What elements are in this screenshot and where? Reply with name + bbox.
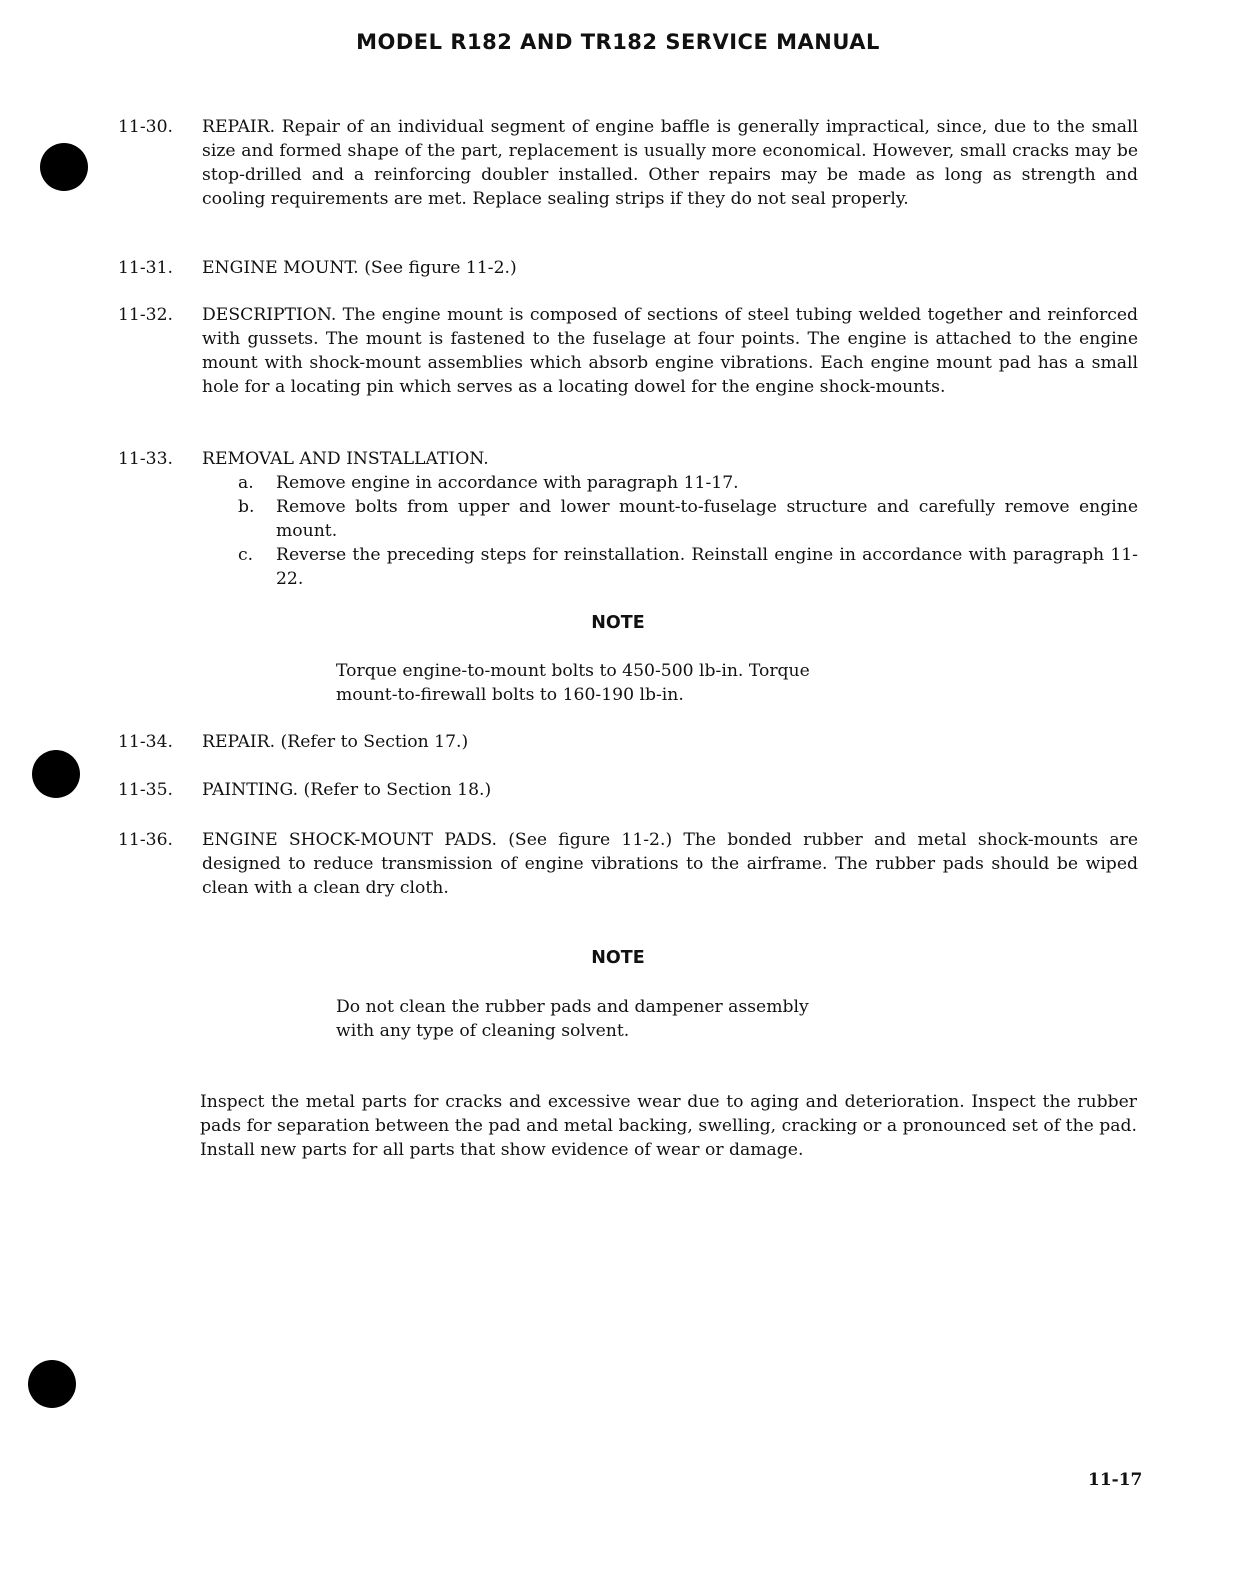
paragraph-text: REPAIR. (Refer to Section 17.): [202, 732, 469, 752]
paragraph-text: DESCRIPTION. The engine mount is composed of sections of steel tubing welded together and reinforced with gussets. The mount is fastened to the fuselage at four points. The engine is attached to the engine mount with shock-mount assemblies which absorb engine vibrations. Each engine mount pad has a small hole for a locating pin which serves as a locating dowel for the engine shock-mounts.: [202, 305, 1138, 397]
step-marker: b.: [238, 497, 255, 517]
note-line: Do not clean the rubber pads and dampener assembly: [336, 997, 809, 1017]
note-body: [336, 659, 976, 707]
note-line: with any type of cleaning solvent.: [336, 1021, 630, 1041]
binder-hole-middle: [32, 750, 80, 798]
paragraph-text: REMOVAL AND INSTALLATION.: [202, 449, 489, 469]
paragraph-number: 11-36.: [118, 830, 174, 850]
inspection-paragraph: Inspect the metal parts for cracks and excessive wear due to aging and deterioration. Inspect the rubber pads for separation between the pad and metal backing, swelling, cracking or a pronounced set of the pad. Install new parts for all parts that show evidence of wear or damage.: [200, 1092, 1137, 1160]
binder-hole-bottom: [28, 1360, 76, 1408]
page-number: 11-17: [1088, 1470, 1143, 1490]
paragraph-text: REPAIR. Repair of an individual segment of engine baffle is generally impractical, since, due to the small size and formed shape of the part, replacement is usually more economical. However, small cracks may be stop-drilled and a reinforcing doubler installed. Other repairs may be made as long as strength and cooling requirements are met. Replace sealing strips if they do not seal properly.: [202, 117, 1138, 209]
note-line: Torque engine-to-mount bolts to 450-500 lb-in. Torque: [336, 661, 810, 681]
paragraph-11-30: [118, 115, 1138, 211]
note-heading: NOTE: [591, 613, 645, 633]
step-text: Remove engine in accordance with paragraph 11-17.: [276, 473, 739, 493]
binder-hole-top: [40, 143, 88, 191]
list-item: [118, 543, 1138, 591]
paragraph-number: 11-31.: [118, 258, 174, 278]
list-item: [118, 495, 1138, 543]
page-title: MODEL R182 AND TR182 SERVICE MANUAL: [356, 30, 880, 54]
paragraph-11-35: [118, 778, 1138, 802]
paragraph-number: 11-30.: [118, 117, 174, 137]
paragraph-11-34: [118, 730, 1138, 754]
list-item: [118, 471, 1138, 495]
paragraph-number: 11-32.: [118, 305, 174, 325]
note-body: [336, 995, 976, 1043]
step-text: Remove bolts from upper and lower mount-to-fuselage structure and carefully remove engine mount.: [276, 497, 1138, 541]
paragraph-11-36: [118, 828, 1138, 900]
paragraph-11-31: [118, 256, 1138, 280]
paragraph-text: PAINTING. (Refer to Section 18.): [202, 780, 492, 800]
step-marker: c.: [238, 545, 254, 565]
paragraph-number: 11-34.: [118, 732, 174, 752]
paragraph-11-32: [118, 303, 1138, 399]
note-heading: NOTE: [591, 948, 645, 968]
note-line: mount-to-firewall bolts to 160-190 lb-in.: [336, 685, 684, 705]
paragraph-number: 11-35.: [118, 780, 174, 800]
step-text: Reverse the preceding steps for reinstallation. Reinstall engine in accordance with paragraph 11-22.: [276, 545, 1138, 589]
paragraph-text: ENGINE MOUNT. (See figure 11-2.): [202, 258, 517, 278]
paragraph-number: 11-33.: [118, 449, 174, 469]
paragraph-text: ENGINE SHOCK-MOUNT PADS. (See figure 11-2.) The bonded rubber and metal shock-mounts are designed to reduce transmission of engine vibrations to the airframe. The rubber pads should be wiped clean with a clean dry cloth.: [202, 830, 1138, 898]
paragraph-11-33: [118, 447, 1138, 591]
step-marker: a.: [238, 473, 254, 493]
step-list: [118, 471, 1138, 591]
